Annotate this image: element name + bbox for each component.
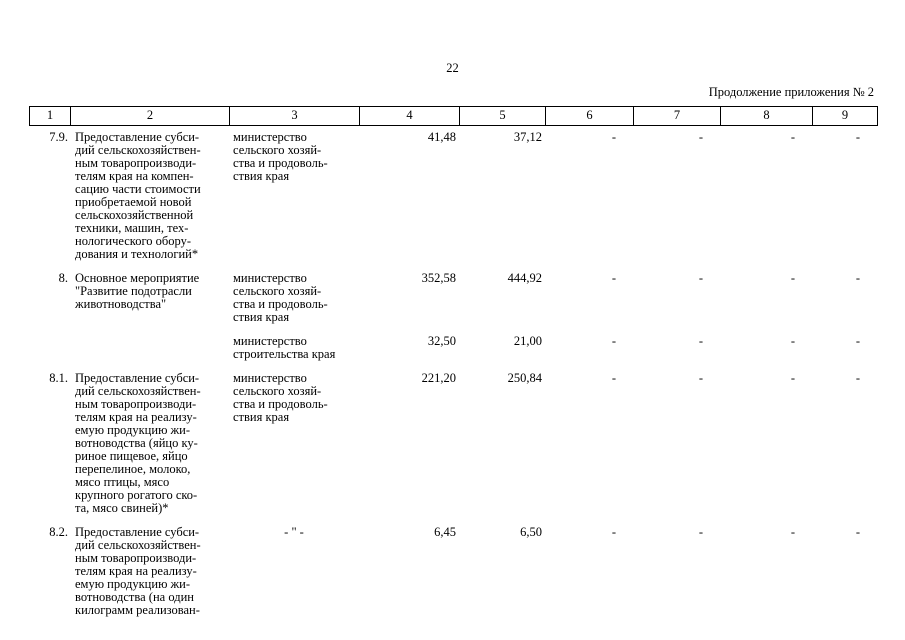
value-col-7: - [698, 271, 703, 285]
table-row [29, 131, 877, 272]
column-header-4: 4 [360, 107, 460, 126]
measure-name: Основное мероприятие "Развитие подотрасли животноводства" [75, 271, 200, 311]
table-row [29, 272, 877, 335]
value-col-7: - [698, 371, 703, 385]
column-number-header [29, 106, 878, 126]
responsible-org: министерство сельского хозяй- ства и продоволь- ствия края [233, 130, 328, 183]
value-col-5: 6,50 [520, 525, 542, 539]
row-number: 8. [58, 271, 68, 285]
table-row [29, 526, 877, 617]
value-col-9: - [855, 334, 860, 348]
row-number: 8.2. [49, 525, 68, 539]
column-header-3: 3 [230, 107, 360, 126]
column-header-5: 5 [460, 107, 546, 126]
page-number: 22 [446, 61, 459, 75]
measure-name: Предоставление субси- дий сельскохозяйствен- ным товаропроизводи- телям края на реализу- емую продукцию жи- вотноводства (на один килограмм реализован- [75, 525, 201, 617]
value-col-6: - [611, 371, 616, 385]
responsible-org-ditto: - " - [284, 525, 304, 539]
table-row [29, 372, 877, 526]
measure-name: Предоставление субси- дий сельскохозяйствен- ным товаропроизводи- телям края на реализу- емую продукцию жи- вотноводства (яйцо ку- риное пищевое, яйцо перепелиное, молоко, мясо птицы, мясо крупного рогатого ско- та, мясо свиней)* [75, 371, 201, 515]
value-col-9: - [855, 371, 860, 385]
column-header-7: 7 [634, 107, 721, 126]
value-col-5: 21,00 [513, 334, 542, 348]
row-number: 8.1. [49, 371, 68, 385]
value-col-8: - [790, 271, 795, 285]
value-col-8: - [790, 130, 795, 144]
value-col-5: 250,84 [507, 371, 542, 385]
value-col-9: - [855, 130, 860, 144]
column-header-6: 6 [546, 107, 634, 126]
continuation-label: Продолжение приложения № 2 [708, 85, 874, 99]
responsible-org: министерство сельского хозяй- ства и продоволь- ствия края [233, 371, 328, 424]
row-number: 7.9. [49, 130, 68, 144]
column-header-8: 8 [721, 107, 813, 126]
value-col-7: - [698, 525, 703, 539]
value-col-7: - [698, 334, 703, 348]
budget-table [29, 131, 877, 617]
responsible-org: министерство строительства края [233, 334, 336, 361]
column-header-9: 9 [813, 107, 878, 126]
value-col-9: - [855, 271, 860, 285]
measure-name: Предоставление субси- дий сельскохозяйствен- ным товаропроизводи- телям края на компен- сацию части стоимости приобретаемой новой сельскохозяйственной техники, машин, тех- нологического обору- дования и технологий* [75, 130, 201, 261]
value-col-6: - [611, 130, 616, 144]
value-col-9: - [855, 525, 860, 539]
value-col-4: 32,50 [427, 334, 456, 348]
value-col-8: - [790, 371, 795, 385]
column-header-1: 1 [30, 107, 71, 126]
value-col-5: 444,92 [507, 271, 542, 285]
value-col-6: - [611, 271, 616, 285]
responsible-org: министерство сельского хозяй- ства и продоволь- ствия края [233, 271, 328, 324]
column-header-2: 2 [71, 107, 230, 126]
value-col-8: - [790, 525, 795, 539]
value-col-6: - [611, 525, 616, 539]
value-col-8: - [790, 334, 795, 348]
value-col-4: 352,58 [421, 271, 456, 285]
value-col-6: - [611, 334, 616, 348]
value-col-5: 37,12 [513, 130, 542, 144]
value-col-7: - [698, 130, 703, 144]
value-col-4: 6,45 [434, 525, 456, 539]
value-col-4: 41,48 [427, 130, 456, 144]
value-col-4: 221,20 [421, 371, 456, 385]
